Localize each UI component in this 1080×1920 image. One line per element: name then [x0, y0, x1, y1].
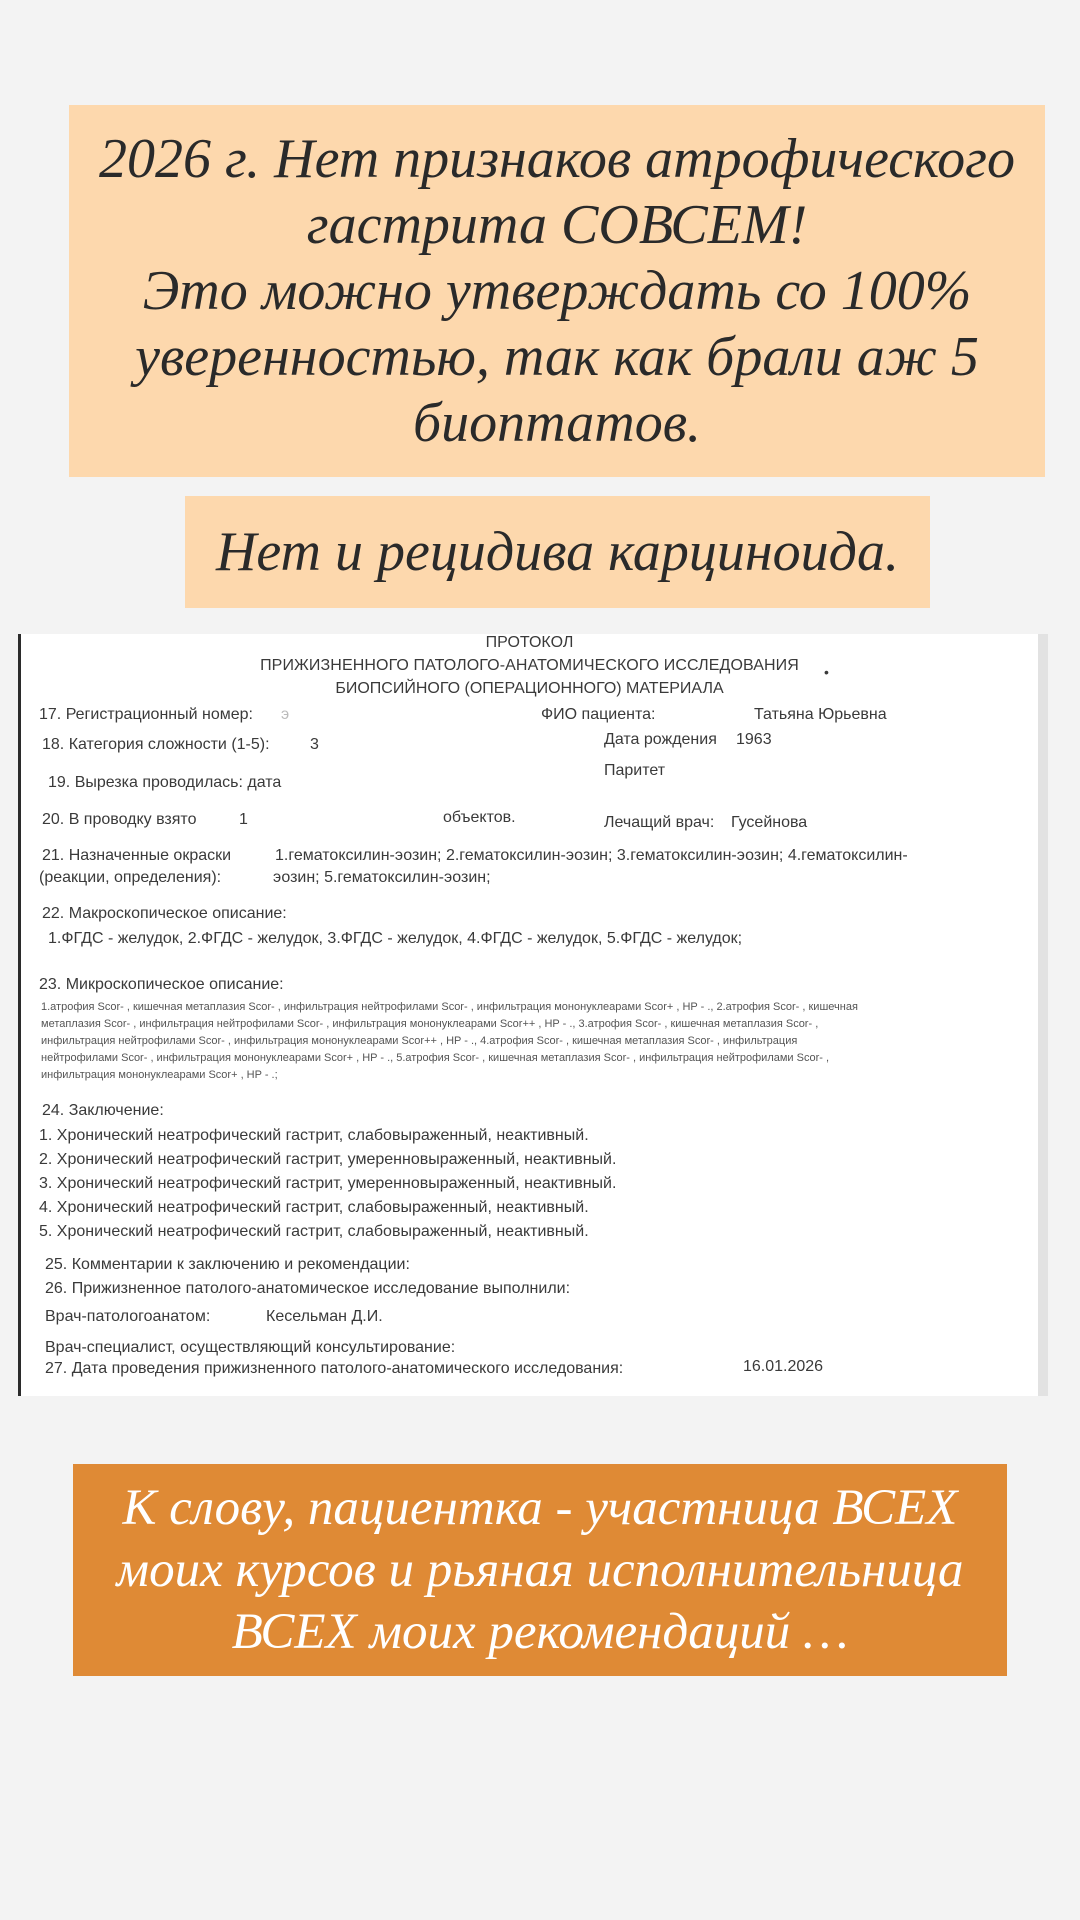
headline-line: биоптатов.: [412, 392, 702, 454]
objects-label: объектов.: [443, 809, 516, 826]
micro-line: инфильтрация мононуклеарами Scor+ , HP - .;: [41, 1069, 278, 1081]
doc-subtitle-2: БИОПСИЙНОГО (ОПЕРАЦИОННОГО) МАТЕРИАЛА: [335, 680, 724, 697]
subheadline-caption: [185, 496, 930, 608]
stains-label: 21. Назначенные окраски: [42, 847, 232, 864]
taken-label: 20. В проводку взято: [42, 811, 197, 828]
consultant-label: Врач-специалист, осуществляющий консультирование:: [45, 1339, 456, 1356]
attending-doctor-value: Гусейнова: [731, 814, 808, 831]
birth-date-label: Дата рождения: [604, 731, 717, 748]
cut-date-label: 19. Вырезка проводилась: дата: [48, 774, 282, 791]
conclusion-item: 1. Хронический неатрофический гастрит, слабовыраженный, неактивный.: [39, 1127, 589, 1144]
footer-line: К слову, пациентка - участница ВСЕХ: [122, 1480, 958, 1536]
reg-number-value: э: [281, 706, 290, 723]
macro-text: 1.ФГДС - желудок, 2.ФГДС - желудок, 3.ФГДС - желудок, 4.ФГДС - желудок, 5.ФГДС - желудок;: [48, 930, 743, 947]
headline-line: гастрита СОВСЕМ!: [306, 194, 808, 256]
stains-label-2: (реакции, определения):: [39, 869, 222, 886]
comments-label: 25. Комментарии к заключению и рекомендации:: [45, 1256, 410, 1273]
doc-title: ПРОТОКОЛ: [485, 634, 574, 651]
study-date-value: 16.01.2026: [743, 1358, 824, 1375]
performed-by-label: 26. Прижизненное патолого-анатомическое исследование выполнили:: [45, 1280, 571, 1297]
patient-name-label: ФИО пациента:: [541, 706, 656, 723]
headline-line: Это можно утверждать со 100%: [142, 260, 972, 322]
footer-caption: [73, 1464, 1007, 1676]
stains-line-1: 1.гематоксилин-эозин; 2.гематоксилин-эозин; 3.гематоксилин-эозин; 4.гематоксилин-: [275, 847, 908, 864]
conclusion-item: 5. Хронический неатрофический гастрит, слабовыраженный, неактивный.: [39, 1223, 589, 1240]
complexity-value: 3: [310, 736, 319, 753]
micro-line: 1.атрофия Scor- , кишечная метаплазия Scor- , инфильтрация нейтрофилами Scor- , инфильтрация мононуклеарами Scor+ , HP - ., 2.атрофия Scor- , кишечная: [41, 1001, 858, 1013]
stains-line-2: эозин; 5.гематоксилин-эозин;: [273, 869, 491, 886]
study-date-label: 27. Дата проведения прижизненного патолого-анатомического исследования:: [45, 1360, 624, 1377]
micro-label: 23. Микроскопическое описание:: [39, 976, 284, 993]
taken-value: 1: [239, 811, 248, 828]
headline-line: уверенностью, так как брали аж 5: [135, 326, 979, 388]
birth-date-value: 1963: [736, 731, 772, 748]
micro-line: метаплазия Scor- , инфильтрация нейтрофилами Scor- , инфильтрация мононуклеарами Scor++ , HP - ., 3.атрофия Scor- , кишечная метаплазия Scor- ,: [41, 1018, 819, 1030]
attending-doctor-label: Лечащий врач:: [604, 814, 715, 831]
footer-line: ВСЕХ моих рекомендаций …: [231, 1604, 849, 1660]
headline-line: 2026 г. Нет признаков атрофического: [99, 128, 1015, 190]
subheadline-text: Нет и рецидива карциноида.: [215, 521, 900, 583]
complexity-label: 18. Категория сложности (1-5):: [42, 736, 270, 753]
pathology-protocol-document: [18, 634, 1048, 1396]
micro-line: инфильтрация нейтрофилами Scor- , инфильтрация мононуклеарами Scor++ , HP - ., 4.атрофия Scor- , кишечная метаплазия Scor- , инфильтрация: [41, 1035, 798, 1047]
pathologist-value: Кесельман Д.И.: [266, 1308, 383, 1325]
micro-line: нейтрофилами Scor- , инфильтрация мононуклеарами Scor+ , HP - ., 5.атрофия Scor- , кишечная метаплазия Scor- , инфильтрация нейтрофилами Scor- ,: [41, 1052, 830, 1064]
conclusion-item: 3. Хронический неатрофический гастрит, умеренновыраженный, неактивный.: [39, 1175, 617, 1192]
conclusion-item: 2. Хронический неатрофический гастрит, умеренновыраженный, неактивный.: [39, 1151, 617, 1168]
headline-caption: [69, 105, 1045, 477]
reg-number-label: 17. Регистрационный номер:: [39, 706, 253, 723]
doc-subtitle: ПРИЖИЗНЕННОГО ПАТОЛОГО-АНАТОМИЧЕСКОГО ИССЛЕДОВАНИЯ: [260, 657, 799, 674]
pathologist-label: Врач-патологоанатом:: [45, 1308, 211, 1325]
macro-label: 22. Макроскопическое описание:: [42, 905, 287, 922]
parity-label: Паритет: [604, 762, 666, 779]
conclusion-item: 4. Хронический неатрофический гастрит, слабовыраженный, неактивный.: [39, 1199, 589, 1216]
conclusion-label: 24. Заключение:: [42, 1102, 164, 1119]
patient-name-value: Татьяна Юрьевна: [754, 706, 887, 723]
scan-dot: •: [824, 664, 829, 680]
footer-line: моих курсов и рьяная исполнительница: [116, 1542, 964, 1598]
